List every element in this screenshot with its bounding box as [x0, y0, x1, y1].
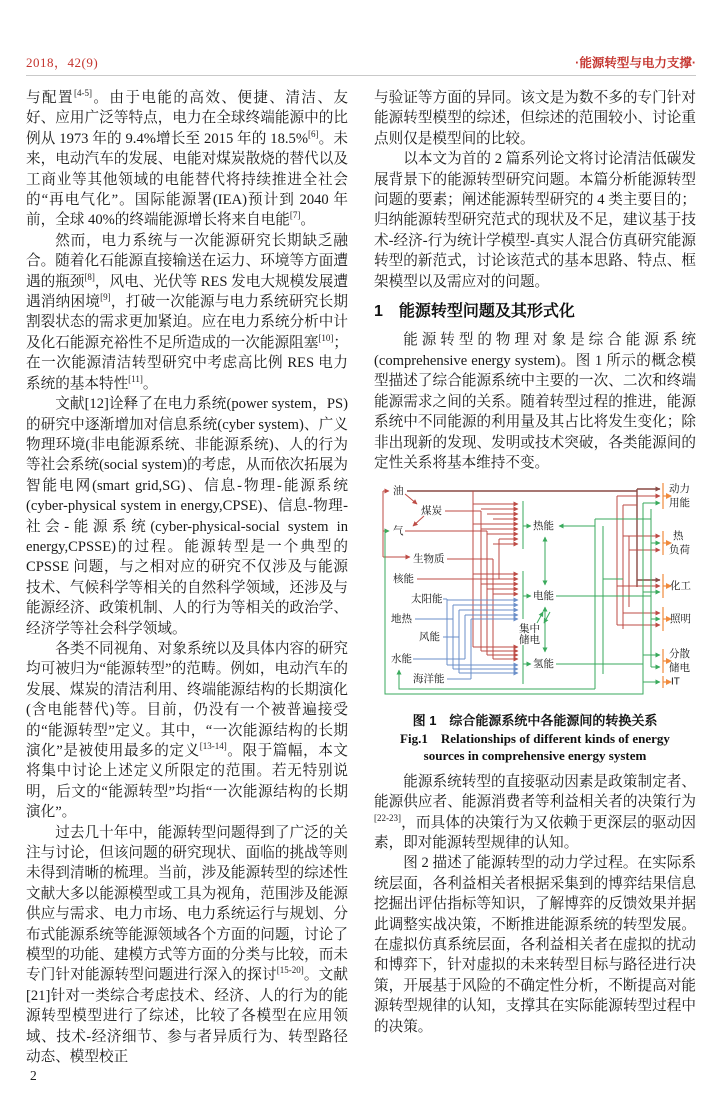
paragraph: 文献[12]诠释了在电力系统(power system，PS)的研究中逐渐增加对信息系统(cyber system)、广义物理环境(非电能源系统、非能源系统)、人的行为等社会系统(social system)的考虑，从而依次拓展为智能电网(smart grid,SG)、信息-物理-能源系统(cyber-physical system in energy,CPSE)、信息-物理-社会-能源系统(cyber-physical-social system in energy,CPSSE)的过程。能源转型是一个典型的 CPSSE 问题，与之相对应的研究不仅涉及与能源技术、气候科学等相关的自然科学领域，还涉及与能源经济、政策机制、人的行为等相关的政治学、经济学等社会科学领域。: [26, 396, 348, 637]
paragraph: 过去几十年中，能源转型问题得到了广泛的关注与讨论，但该问题的研究现状、面临的挑战等则未得到清晰的梳理。当前，涉及能源转型的综述性文献大多以能源模型或工具为视角，范围涉及能源供应与需求、电力市场、电力系统运行与规划、分布式能源系统等能源领域各个方面的问题，讨论了模型的功能、建模方式等方面的分类与比较，而未专门针对能源转型问题进行深入的探讨[15-20]。文献[21]针对一类综合考虑技术、经济、人的行为的能源转型模型进行了综述，比较了各模型在应用领域、技术-经济细节、参与者异质行为、转型路径动态、模型校正: [26, 824, 348, 1066]
paragraph: 能源转型的物理对象是综合能源系统(comprehensive energy system)。图 1 所示的概念模型描述了综合能源系统中主要的一次、二次和终端能源需求之间的关系。随着转型过程的推进，能源系统中不同能源的利用量及其占比将发生变化；除非出现新的发现、发明或技术突破，各类能源间的定性关系将基本维持不变。: [374, 332, 696, 471]
figure-1-caption: [374, 712, 696, 764]
paragraph: 与配置[4-5]。由于电能的高效、便捷、清洁、友好、应用广泛等特点，电力在全球终端能源中的比例从 1973 年的 9.4%增长至 2015 年的 18.5%[6]。未来，电动汽车的发展、电能对煤炭散烧的替代以及工商业等其他领域的电能替代将持续推进全社会的“再电气化”。国际能源署(IEA)预计到 2040 年前，全球 40%的终端能源增长将来自电能[7]。: [26, 88, 348, 229]
node-label-heat: 热能: [533, 520, 554, 533]
node-label-hydrogen: 氢能: [533, 658, 554, 671]
svg-text:储电: 储电: [669, 662, 690, 675]
node-label-wind: 风能: [419, 631, 440, 644]
svg-text:负荷: 负荷: [669, 544, 690, 557]
journal-issue: 2018，42(9): [26, 55, 99, 70]
paragraph: 然而，电力系统与一次能源研究长期缺乏融合。随着化石能源直接输送在运力、环境等方面遭遇的瓶颈[8]，风电、光伏等 RES 发电大规模发展遭遇消纳困境[9]，打破一次能源与电力系统研究长期割裂状态的需求更加紧迫。应在电力系统分析中计及化石能源充裕性不足所造成的一次能源阻塞[10]；在一次能源清洁转型研究中考虑高比例 RES 电力系统的基本特性[11]。: [26, 232, 348, 392]
node-label-heat-load: 热: [673, 530, 684, 543]
page-number: 2: [30, 1068, 37, 1083]
node-labels: [391, 482, 691, 688]
node-label-nuclear: 核能: [393, 573, 414, 586]
node-label-biomass: 生物质: [413, 553, 445, 566]
node-label-it: IT: [671, 676, 680, 688]
node-label-gas: 气: [393, 525, 404, 538]
node-label-oil: 油: [393, 485, 404, 498]
direct-fuel-lines: [407, 489, 660, 587]
figure-caption-zh: 图 1 综合能源系统中各能源间的转换关系: [412, 712, 658, 728]
figure-caption-en-1: Fig.1 Relationships of different kinds of energy: [400, 730, 670, 746]
node-label-solar: 太阳能: [411, 593, 443, 606]
node-label-geothermal: 地热: [391, 613, 412, 626]
svg-text:储电: 储电: [519, 634, 540, 647]
node-label-coal: 煤炭: [421, 505, 442, 518]
right-column: [374, 88, 696, 1068]
figure-1: [374, 479, 696, 763]
energy-system-diagram: [377, 479, 693, 701]
paragraph: 以本文为首的 2 篇系列论文将讨论清洁低碳发展背景下的能源转型研究问题。本篇分析能源转型问题的要素；阐述能源转型研究的 4 类主要目的；归纳能源转型研究范式的现状及不足，建议基于技术-经济-行为统计学模型-真实人混合仿真研究能源转型的新范式，讨论该范式的基本思路、特点、框架模型以及需应对的问题。: [374, 151, 696, 290]
node-label-lighting: 照明: [670, 613, 691, 626]
figure-caption-en-2: sources in comprehensive energy system: [423, 747, 647, 763]
paragraph: 图 2 描述了能源转型的动力学过程。在实际系统层面，各利益相关者根据采集到的博弈结果信息挖掘出评估指标等知识，了解博弈的反馈效果并据此调整实战决策，不断推进能源系统的转型发展。在虚拟仿真系统层面，各利益相关者在虚拟的扰动和博弈下，针对虚拟的未来转型目标与路径进行决策，开展基于风险的不确定性分析，不断提高对能源转型规律的认知，支撑其在实际能源转型过程中的决策。: [374, 855, 696, 1035]
page-header: [0, 0, 714, 75]
paragraph: 各类不同视角、对象系统以及具体内容的研究均可被归为“能源转型”的范畴。例如，电动汽车的发展、煤炭的清洁利用、终端能源结构的长期演化(含电能替代)等。目前，仍没有一个被普遍接受的“能源转型”定义。其中，“一次能源结构的长期演化”是被使用最多的定义[13-14]。限于篇幅，本文将集中讨论上述定义所限定的范围。若无特别说明，后文的“能源转型”均指“一次能源结构的长期演化”。: [26, 640, 348, 821]
node-label-hydro: 水能: [391, 653, 412, 666]
node-label-power-use: 动力: [669, 483, 690, 496]
node-label-chemical: 化工: [670, 580, 691, 593]
node-label-central-storage: 集中: [519, 623, 540, 636]
left-column: [26, 88, 348, 1068]
node-label-dist-storage: 分散: [669, 648, 690, 661]
column-title: ·能源转型与电力支撑·: [575, 56, 696, 70]
section-heading: 1 能源转型问题及其形式化: [374, 303, 575, 321]
paragraph: 与验证等方面的异同。该文是为数不多的专门针对能源转型模型的综述，但综述的范围较小、讨论重点则仅是模型间的比较。: [374, 90, 696, 147]
node-label-ocean: 海洋能: [413, 673, 445, 686]
svg-text:用能: 用能: [669, 497, 690, 510]
node-label-electricity: 电能: [533, 590, 554, 603]
two-column-body: [0, 76, 714, 1068]
paragraph: 能源系统转型的直接驱动因素是政策制定者、能源供应者、能源消费者等利益相关者的决策行为[22-23]，而具体的决策行为又依赖于更深层的驱动因素，即对能源转型规律的认知。: [374, 773, 696, 851]
